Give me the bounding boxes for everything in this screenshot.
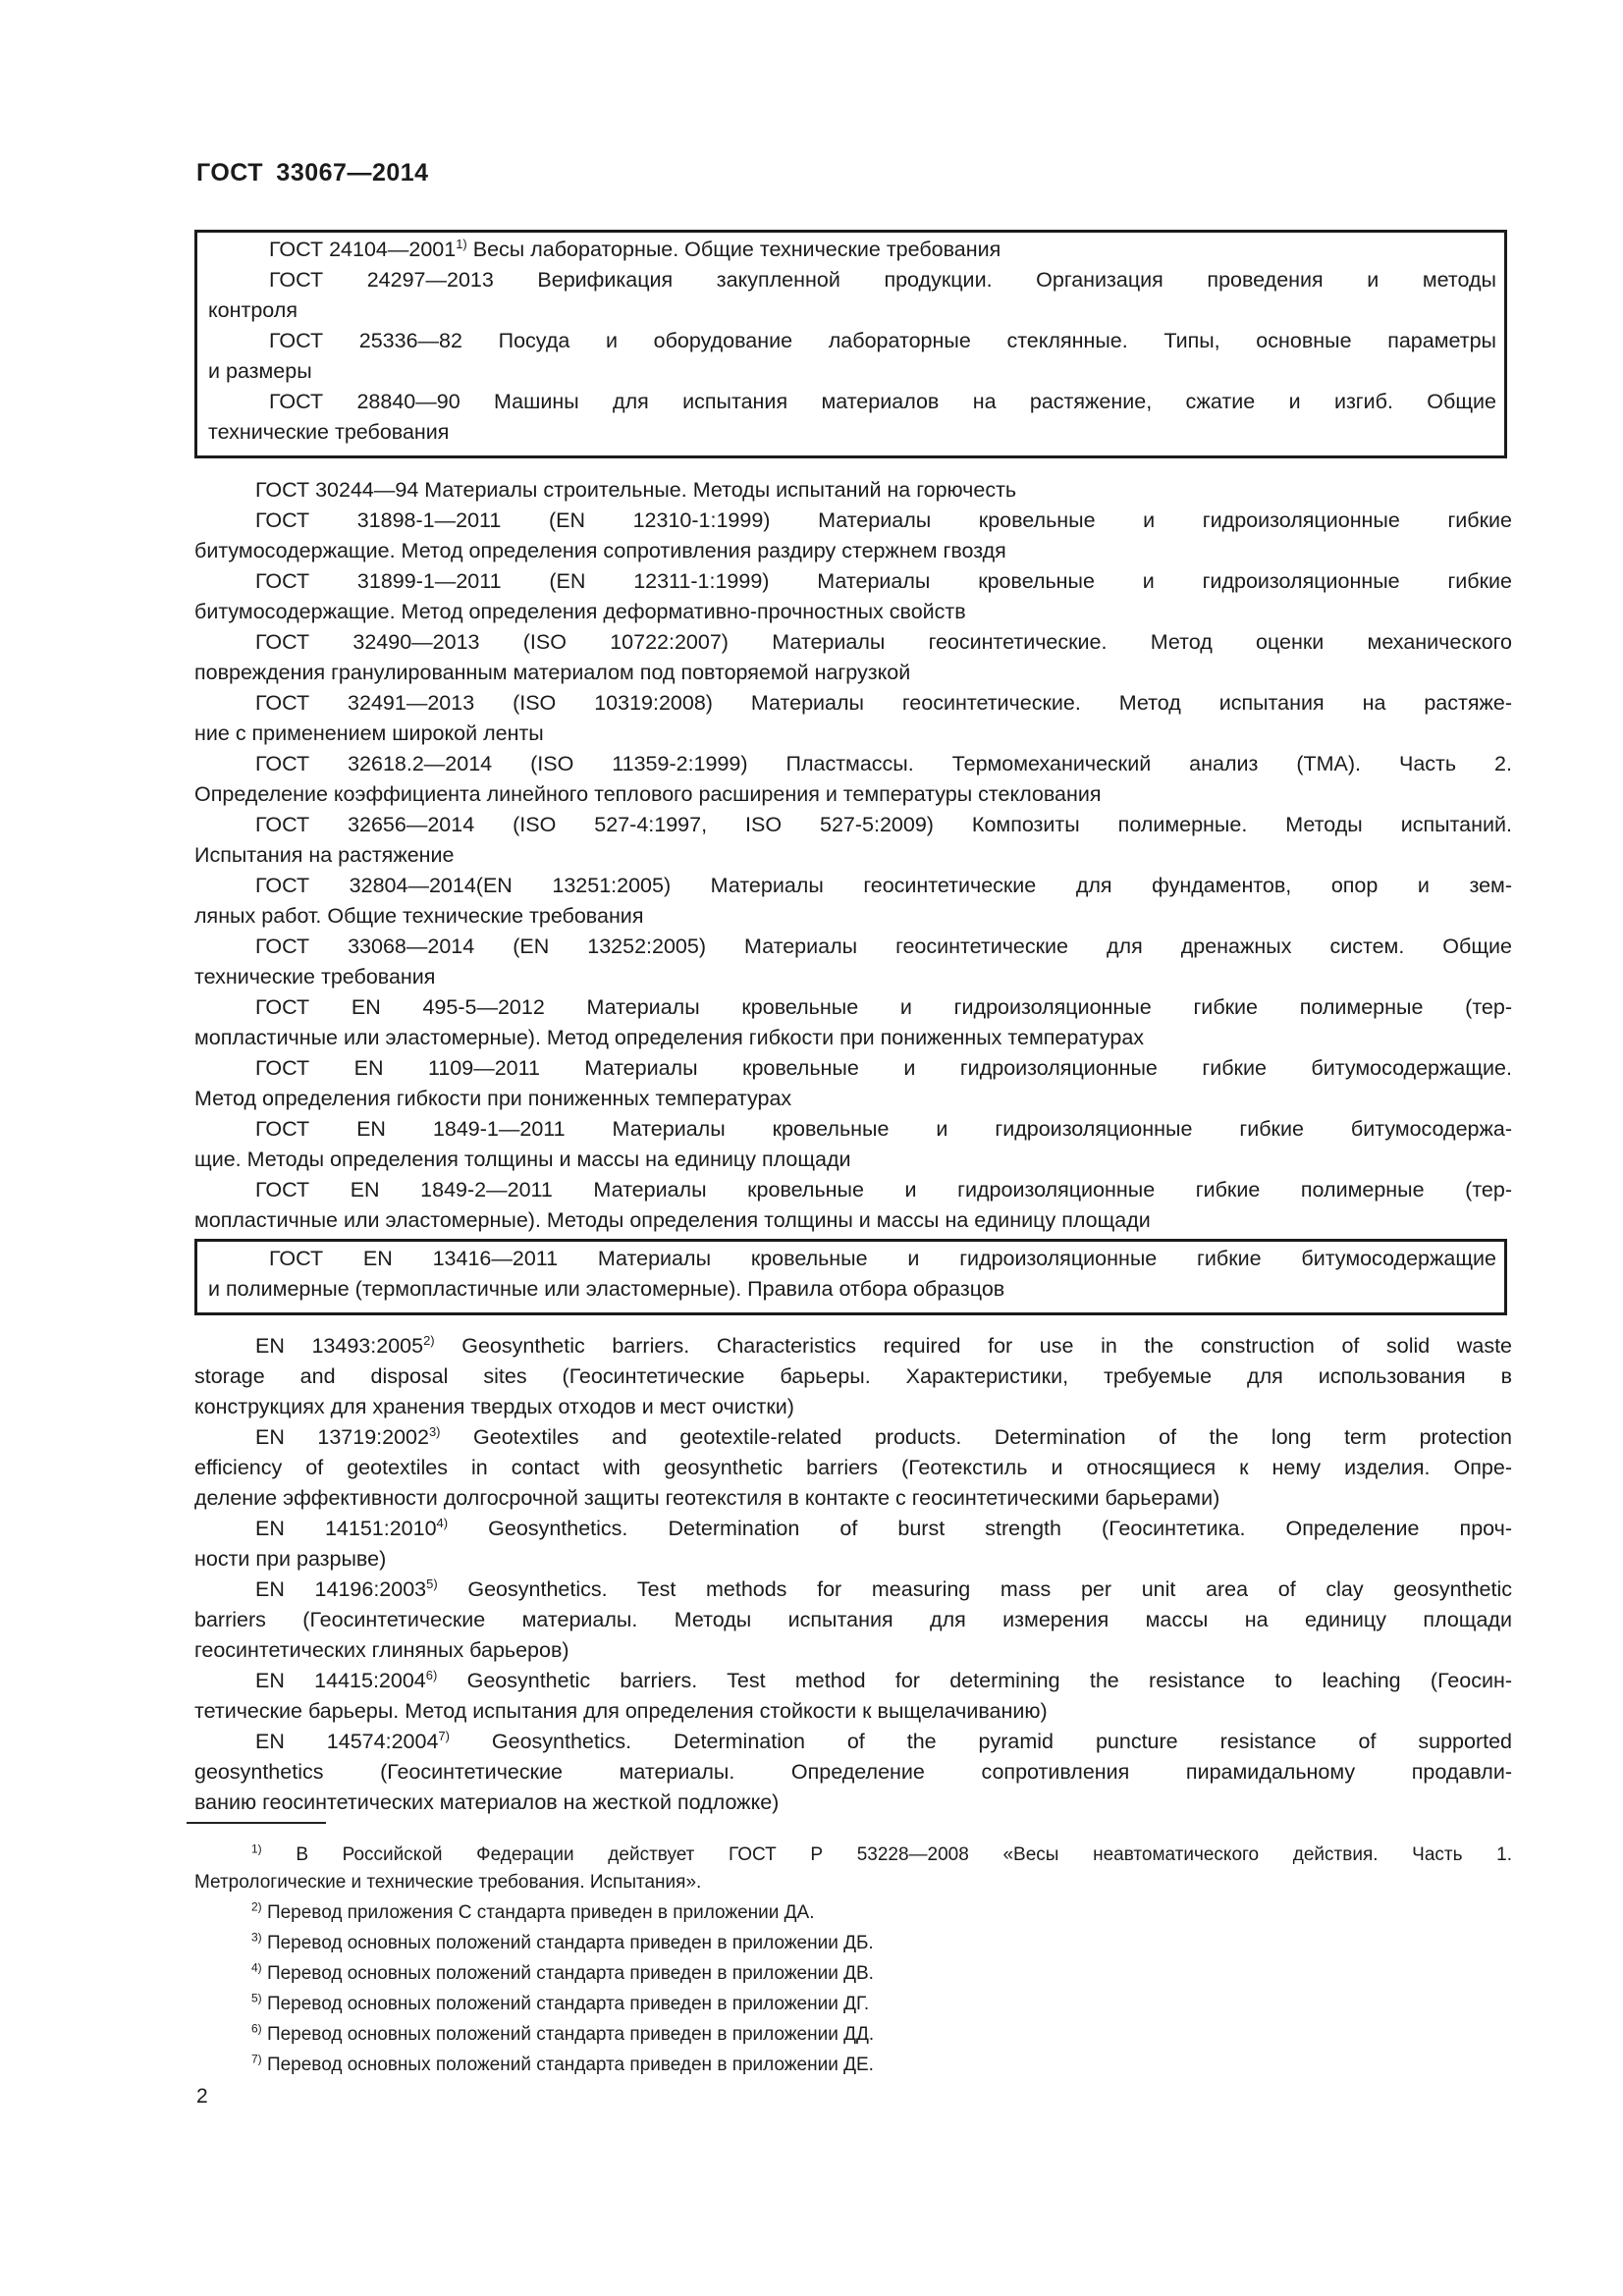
reference-entry bbox=[194, 1175, 1512, 1236]
reference-entry bbox=[194, 1422, 1512, 1514]
text-line: $^{4)}$ Перевод основных положений стандарта приведен в приложении ДВ. bbox=[251, 1960, 874, 1984]
reference-entry bbox=[194, 627, 1512, 688]
page-number: 2 bbox=[196, 2085, 208, 2108]
text-line: и размеры bbox=[208, 359, 312, 383]
footnote-marker: 7) bbox=[438, 1728, 450, 1743]
footnote-separator bbox=[187, 1822, 326, 1824]
reference-entry bbox=[194, 1727, 1512, 1818]
text-line: ние с применением широкой ленты bbox=[194, 721, 544, 745]
reference-entry bbox=[194, 810, 1512, 871]
text-line: ГОСТ 31899-1—2011 (EN 12311-1:1999) Материалы кровельные и гидроизоляционные гибкие bbox=[255, 569, 1512, 593]
text-line: EN 14574:2004$^{7)}$ Geosynthetics. Determination of the pyramid puncture resistance of supported bbox=[255, 1728, 1512, 1753]
text-line: ГОСТ 32656—2014 (ISO 527-4:1997, ISO 527-5:2009) Композиты полимерные. Методы испытаний. bbox=[255, 813, 1512, 836]
text-line: мопластичные или эластомерные). Метод определения гибкости при пониженных температурах bbox=[194, 1026, 1145, 1049]
footnote-marker: 4) bbox=[251, 1960, 262, 1975]
boxed-gost-references-1 bbox=[194, 230, 1507, 458]
text-line: EN 13719:2002$^{3)}$ Geotextiles and geotextile-related products. Determination of the long term protection bbox=[255, 1423, 1512, 1449]
footnotes bbox=[194, 1842, 1512, 2079]
text-line: ГОСТ EN 495-5—2012 Материалы кровельные и гидроизоляционные гибкие полимерные (тер- bbox=[255, 995, 1512, 1019]
reference-entry bbox=[208, 1244, 1496, 1305]
text-line: тетические барьеры. Метод испытания для определения стойкости к выщелачиванию) bbox=[194, 1699, 1048, 1723]
text-line: битумосодержащие. Метод определения сопротивления раздиру стержнем гвоздя bbox=[194, 539, 1006, 562]
text-line: ГОСТ EN 1849-2—2011 Материалы кровельные и гидроизоляционные гибкие полимерные (тер- bbox=[255, 1178, 1512, 1201]
text-line: ГОСТ 30244—94 Материалы строительные. Методы испытаний на горючесть bbox=[255, 478, 1017, 502]
text-line: ности при разрыве) bbox=[194, 1547, 387, 1571]
text-line: EN 14196:2003$^{5)}$ Geosynthetics. Test methods for measuring mass per unit area of clay geosynthetic bbox=[255, 1575, 1512, 1601]
reference-entry bbox=[194, 992, 1512, 1053]
text-line: ГОСТ EN 13416—2011 Материалы кровельные и гидроизоляционные гибкие битумосодержащие bbox=[269, 1247, 1496, 1270]
reference-entry bbox=[194, 1331, 1512, 1422]
text-line: storage and disposal sites (Геосинтетические барьеры. Характеристики, требуемые для использования в bbox=[194, 1364, 1512, 1388]
reference-entry bbox=[208, 387, 1496, 448]
reference-entry bbox=[194, 749, 1512, 810]
text-line: Определение коэффициента линейного теплового расширения и температуры стеклования bbox=[194, 782, 1102, 806]
text-line: технические требования bbox=[194, 965, 436, 988]
footnote-marker: 5) bbox=[251, 1991, 262, 2005]
footnote-marker: 3) bbox=[428, 1423, 441, 1439]
text-line: ГОСТ EN 1109—2011 Материалы кровельные и гидроизоляционные гибкие битумосодержащие. bbox=[255, 1056, 1512, 1080]
footnote-marker: 5) bbox=[426, 1575, 438, 1591]
text-line: barriers (Геосинтетические материалы. Методы испытания для измерения массы на единицу площади bbox=[194, 1608, 1512, 1631]
footnote-entry bbox=[194, 1960, 1512, 1988]
text-line: ГОСТ 32804—2014(EN 13251:2005) Материалы геосинтетические для фундаментов, опор и зем- bbox=[255, 874, 1512, 897]
text-line: ляных работ. Общие технические требования bbox=[194, 904, 644, 928]
text-line: ГОСТ 31898-1—2011 (EN 12310-1:1999) Материалы кровельные и гидроизоляционные гибкие bbox=[255, 508, 1512, 532]
text-line: ГОСТ 32618.2—2014 (ISO 11359-2:1999) Пластмассы. Термомеханический анализ (ТМА). Часть 2. bbox=[255, 752, 1512, 775]
reference-entry bbox=[208, 235, 1496, 265]
footnote-entry bbox=[194, 1930, 1512, 1957]
text-line: ГОСТ 32491—2013 (ISO 10319:2008) Материалы геосинтетические. Метод испытания на растяже- bbox=[255, 691, 1512, 715]
text-line: $^{1)}$ В Российской Федерации действует ГОСТ Р 53228—2008 «Весы неавтоматического действия. Часть 1. bbox=[251, 1842, 1512, 1865]
reference-entry bbox=[194, 1514, 1512, 1575]
gost-references bbox=[194, 475, 1512, 1236]
footnote-marker: 6) bbox=[425, 1667, 438, 1682]
text-line: ГОСТ 25336—82 Посуда и оборудование лабораторные стеклянные. Типы, основные параметры bbox=[269, 329, 1496, 352]
reference-entry bbox=[194, 1666, 1512, 1727]
reference-entry bbox=[194, 1114, 1512, 1175]
reference-entry bbox=[194, 506, 1512, 566]
text-line: $^{7)}$ Перевод основных положений стандарта приведен в приложении ДЕ. bbox=[251, 2052, 874, 2075]
en-references bbox=[194, 1331, 1512, 1818]
text-line: ГОСТ 28840—90 Машины для испытания материалов на растяжение, сжатие и изгиб. Общие bbox=[269, 390, 1496, 413]
text-line: ГОСТ EN 1849-1—2011 Материалы кровельные и гидроизоляционные гибкие битумосодержа- bbox=[255, 1117, 1512, 1141]
boxed-gost-references-2 bbox=[194, 1239, 1507, 1315]
document-number-header: ГОСТ 33067—2014 bbox=[196, 159, 429, 187]
text-line: деление эффективности долгосрочной защиты геотекстиля в контакте с геосинтетическими барьерами) bbox=[194, 1486, 1220, 1510]
footnote-marker: 7) bbox=[251, 2052, 262, 2066]
footnote-entry bbox=[194, 2052, 1512, 2079]
normative-references bbox=[194, 230, 1512, 1818]
footnote-entry bbox=[194, 1842, 1512, 1896]
reference-entry bbox=[194, 871, 1512, 932]
footnote-marker: 1) bbox=[456, 236, 467, 251]
reference-entry bbox=[208, 265, 1496, 326]
text-line: контроля bbox=[208, 298, 298, 322]
text-line: ГОСТ 24297—2013 Верификация закупленной продукции. Организация проведения и методы bbox=[269, 268, 1496, 292]
reference-entry bbox=[194, 688, 1512, 749]
footnote-entry bbox=[194, 1899, 1512, 1927]
text-line: Испытания на растяжение bbox=[194, 843, 455, 867]
text-line: $^{2)}$ Перевод приложения С стандарта приведен в приложении ДА. bbox=[251, 1899, 815, 1923]
text-line: мопластичные или эластомерные). Методы определения толщины и массы на единицу площади bbox=[194, 1208, 1151, 1232]
footnote-marker: 1) bbox=[251, 1842, 262, 1856]
text-line: технические требования bbox=[208, 420, 450, 444]
text-line: ванию геосинтетических материалов на жесткой подложке) bbox=[194, 1790, 780, 1814]
text-line: $^{6)}$ Перевод основных положений стандарта приведен в приложении ДД. bbox=[251, 2021, 875, 2045]
text-line: щие. Методы определения толщины и массы на единицу площади bbox=[194, 1148, 851, 1171]
document-body bbox=[194, 0, 1512, 2082]
text-line: efficiency of geotextiles in contact with geosynthetic barriers (Геотекстиль и относящиеся к нему изделия. Опре- bbox=[194, 1456, 1512, 1479]
reference-entry bbox=[194, 1575, 1512, 1666]
text-line: повреждения гранулированным материалом под повторяемой нагрузкой bbox=[194, 661, 911, 684]
footnote-marker: 2) bbox=[423, 1332, 435, 1348]
footnote-marker: 6) bbox=[251, 2021, 262, 2036]
text-line: Метрологические и технические требования. Испытания». bbox=[194, 1872, 702, 1893]
text-line: EN 14415:2004$^{6)}$ Geosynthetic barriers. Test method for determining the resistance to leaching (Геосин- bbox=[255, 1667, 1512, 1692]
reference-entry bbox=[194, 566, 1512, 627]
text-line: конструкциях для хранения твердых отходов и мест очистки) bbox=[194, 1395, 794, 1418]
reference-entry bbox=[208, 326, 1496, 387]
text-line: ГОСТ 24104—2001$^{1)}$ Весы лабораторные. Общие технические требования bbox=[269, 236, 1001, 261]
text-line: ГОСТ 33068—2014 (EN 13252:2005) Материалы геосинтетические для дренажных систем. Общие bbox=[255, 934, 1512, 958]
text-line: ГОСТ 32490—2013 (ISO 10722:2007) Материалы геосинтетические. Метод оценки механического bbox=[255, 630, 1512, 654]
footnote-marker: 3) bbox=[251, 1930, 262, 1945]
text-line: и полимерные (термопластичные или эластомерные). Правила отбора образцов bbox=[208, 1277, 1005, 1301]
text-line: EN 13493:2005$^{2)}$ Geosynthetic barriers. Characteristics required for use in the construction of solid waste bbox=[255, 1332, 1512, 1358]
text-line: EN 14151:2010$^{4)}$ Geosynthetics. Determination of burst strength (Геосинтетика. Определение проч- bbox=[255, 1515, 1513, 1540]
text-line: битумосодержащие. Метод определения деформативно-прочностных свойств bbox=[194, 600, 966, 623]
footnote-marker: 4) bbox=[436, 1515, 449, 1530]
footnote-entry bbox=[194, 1991, 1512, 2018]
reference-entry bbox=[194, 932, 1512, 992]
text-line: $^{5)}$ Перевод основных положений стандарта приведен в приложении ДГ. bbox=[251, 1991, 870, 2014]
text-line: геосинтетических глиняных барьеров) bbox=[194, 1638, 569, 1662]
footnote-marker: 2) bbox=[251, 1899, 262, 1914]
text-line: Метод определения гибкости при пониженных температурах bbox=[194, 1087, 792, 1110]
text-line: geosynthetics (Геосинтетические материалы. Определение сопротивления пирамидальному продавли- bbox=[194, 1760, 1512, 1784]
text-line: $^{3)}$ Перевод основных положений стандарта приведен в приложении ДБ. bbox=[251, 1930, 874, 1953]
reference-entry bbox=[194, 475, 1512, 506]
footnote-entry bbox=[194, 2021, 1512, 2049]
reference-entry bbox=[194, 1053, 1512, 1114]
